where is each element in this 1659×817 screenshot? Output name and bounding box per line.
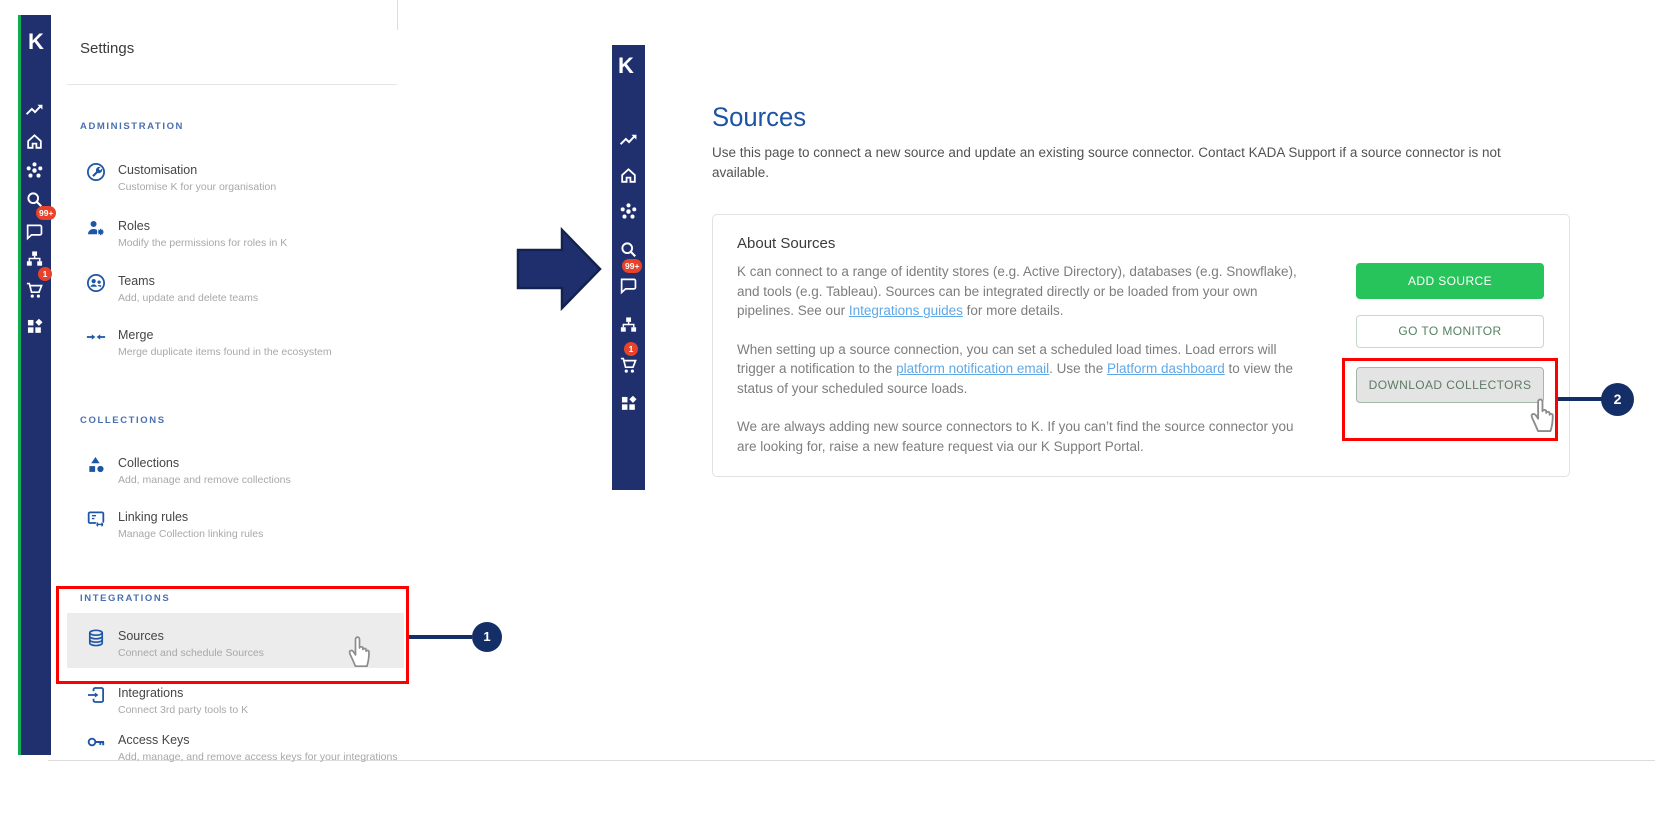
sources-page-title: Sources bbox=[712, 102, 807, 132]
home-icon[interactable] bbox=[25, 132, 44, 151]
p1-text: K can connect to a range of identity stores (e.g. Active Directory), databases (e.g. Snowflake), and tools (e.g. Tableau). Sources can be integrated directly or be loaded from your own pipelines. See our bbox=[737, 264, 1297, 318]
annotation-box-2 bbox=[1342, 358, 1558, 441]
section-collections: COLLECTIONS bbox=[80, 415, 166, 426]
item-subtitle: Connect 3rd party tools to K bbox=[118, 704, 249, 716]
linking-rules-icon bbox=[86, 509, 106, 529]
p2-text: When setting up a source connection, you can set a scheduled load times. Load errors will trigger a notification to the bbox=[737, 341, 1277, 376]
settings-item-collections[interactable] bbox=[86, 456, 411, 486]
widgets-icon[interactable] bbox=[619, 394, 638, 413]
search-icon[interactable] bbox=[619, 240, 638, 259]
paragraph-1 bbox=[737, 262, 1303, 321]
k-logo: K bbox=[618, 53, 633, 78]
item-title: Collections bbox=[118, 456, 180, 470]
cart-icon[interactable] bbox=[619, 356, 638, 375]
item-subtitle: Add, update and delete teams bbox=[118, 292, 259, 304]
exit-to-app-icon bbox=[86, 685, 106, 705]
item-subtitle: Modify the permissions for roles in K bbox=[118, 237, 288, 249]
settings-item-integrations[interactable] bbox=[86, 686, 411, 716]
hand-cursor-1 bbox=[345, 634, 375, 668]
p1-text: for more details. bbox=[962, 303, 1064, 318]
card-paragraphs bbox=[737, 262, 1303, 475]
flow-arrow-icon bbox=[516, 222, 602, 316]
item-subtitle: Connect and schedule Sources bbox=[118, 647, 264, 659]
platform-notification-email-link[interactable]: platform notification email bbox=[896, 361, 1050, 376]
home-icon[interactable] bbox=[619, 166, 638, 185]
merge-arrows-icon bbox=[86, 327, 106, 347]
hierarchy-icon[interactable] bbox=[25, 249, 44, 268]
build-circle-icon bbox=[86, 162, 106, 182]
item-title: Roles bbox=[118, 219, 150, 233]
section-integrations: INTEGRATIONS bbox=[80, 593, 171, 604]
settings-page-title: Settings bbox=[80, 40, 135, 57]
chat-icon[interactable] bbox=[25, 222, 44, 241]
item-subtitle: Customise K for your organisation bbox=[118, 181, 277, 193]
annotation-connector-1 bbox=[409, 635, 472, 639]
settings-item-merge[interactable] bbox=[86, 328, 411, 358]
card-title: About Sources bbox=[737, 235, 836, 252]
platform-dashboard-link[interactable]: Platform dashboard bbox=[1106, 361, 1225, 376]
section-administration: ADMINISTRATION bbox=[80, 121, 185, 132]
settings-item-customisation[interactable] bbox=[86, 163, 411, 193]
p2-text: to view the status of your scheduled source loads. bbox=[737, 361, 1294, 396]
item-title: Access Keys bbox=[118, 733, 190, 747]
cart-badge: 1 bbox=[624, 342, 638, 356]
team-circle-icon bbox=[86, 273, 106, 293]
add-source-button[interactable]: ADD SOURCE bbox=[1356, 263, 1544, 299]
chat-badge: 99+ bbox=[622, 259, 642, 273]
cluster-icon[interactable] bbox=[619, 202, 638, 221]
settings-title-divider bbox=[67, 84, 397, 85]
trending-up-icon[interactable] bbox=[619, 131, 638, 150]
panel-edge-line bbox=[397, 0, 398, 30]
left-app-sidebar bbox=[18, 15, 51, 755]
go-to-monitor-button[interactable]: GO TO MONITOR bbox=[1356, 315, 1544, 348]
widgets-icon[interactable] bbox=[25, 317, 44, 336]
cart-icon[interactable] bbox=[25, 281, 44, 300]
chat-icon[interactable] bbox=[619, 276, 638, 295]
cart-badge: 1 bbox=[38, 267, 52, 281]
sources-page-description: Use this page to connect a new source and update an existing source connector. Contact KADA Support if a source connector is not available. bbox=[712, 145, 1501, 180]
annotation-step-2: 2 bbox=[1601, 383, 1634, 416]
settings-item-linking-rules[interactable] bbox=[86, 510, 411, 540]
item-subtitle: Add, manage, and remove access keys for your integrations bbox=[118, 751, 398, 763]
settings-item-teams[interactable] bbox=[86, 274, 411, 304]
item-title: Integrations bbox=[118, 686, 184, 700]
download-collectors-button[interactable]: DOWNLOAD COLLECTORS bbox=[1356, 367, 1544, 403]
trending-up-icon[interactable] bbox=[25, 101, 44, 120]
item-subtitle: Merge duplicate items found in the ecosystem bbox=[118, 346, 332, 358]
item-title: Sources bbox=[118, 629, 164, 643]
annotation-connector-2 bbox=[1558, 397, 1602, 401]
k-logo: K bbox=[28, 29, 43, 54]
p2-text: . Use the bbox=[1049, 361, 1107, 376]
item-title: Customisation bbox=[118, 163, 198, 177]
category-shapes-icon bbox=[86, 455, 106, 475]
key-icon bbox=[86, 732, 106, 752]
cluster-icon[interactable] bbox=[25, 161, 44, 180]
paragraph-2 bbox=[737, 340, 1303, 399]
item-title: Linking rules bbox=[118, 510, 189, 524]
settings-item-roles[interactable] bbox=[86, 219, 411, 249]
hierarchy-icon[interactable] bbox=[619, 315, 638, 334]
item-subtitle: Add, manage and remove collections bbox=[118, 474, 291, 486]
user-gear-icon bbox=[86, 218, 106, 238]
item-subtitle: Manage Collection linking rules bbox=[118, 528, 264, 540]
integrations-guides-link[interactable]: Integrations guides bbox=[848, 303, 963, 318]
paragraph-3: We are always adding new source connectors to K. If you can’t find the source connector you are looking for, raise a new feature request via our K Support Portal. bbox=[737, 419, 1294, 454]
settings-item-access-keys[interactable] bbox=[86, 733, 411, 763]
chat-badge: 99+ bbox=[36, 206, 56, 220]
annotation-step-1: 1 bbox=[472, 622, 502, 652]
hand-cursor-2 bbox=[1527, 396, 1559, 433]
item-title: Teams bbox=[118, 274, 155, 288]
item-title: Merge bbox=[118, 328, 154, 342]
